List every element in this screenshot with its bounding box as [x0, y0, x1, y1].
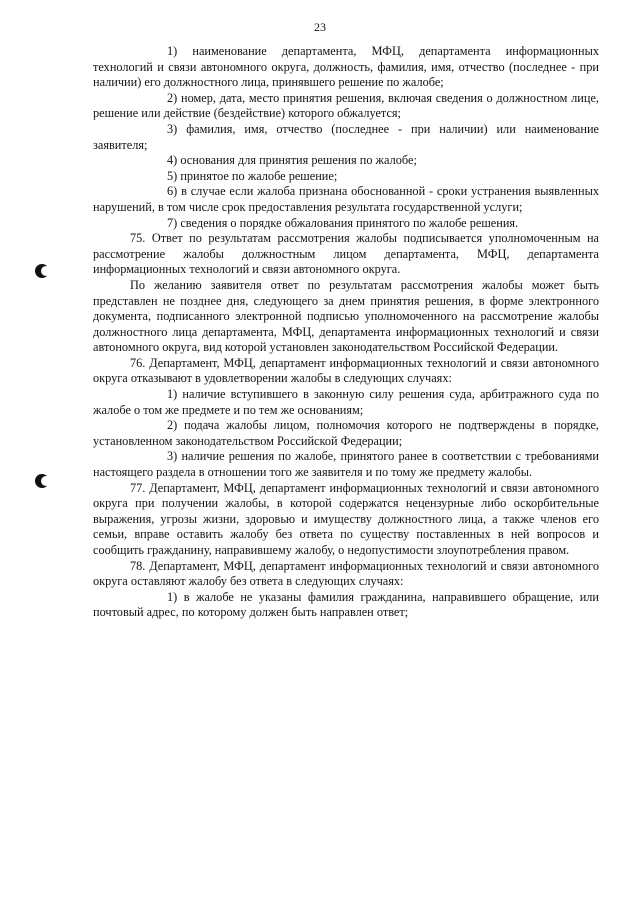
list-item — [93, 184, 599, 215]
list-item — [93, 91, 599, 122]
paragraph-76: 76. Департамент, МФЦ, департамент информационных технологий и связи автономного округа отказывают в удовлетворении жалобы в следующих случаях: — [93, 355, 599, 386]
list-item — [93, 153, 599, 169]
item-number: 7) — [167, 215, 178, 230]
item-text: в случае если жалоба признана обоснованной - сроки устранения выявленных нарушений, в том числе срок предоставления результата государственной услуги; — [93, 184, 599, 214]
item-number: 1) — [167, 589, 178, 604]
item-number: 1) — [167, 44, 178, 58]
item-text: подача жалобы лицом, полномочия которого не подтверждены в порядке, установленном законодательством Российской Федерации; — [93, 418, 599, 448]
item-text: принятое по жалобе решение; — [180, 168, 338, 183]
item-number: 6) — [167, 184, 178, 199]
punch-hole-icon — [35, 474, 49, 488]
list-item — [93, 590, 599, 621]
list-item — [93, 122, 599, 153]
item-number: 2) — [167, 418, 178, 433]
item-text: наименование департамента, МФЦ, департамента информационных технологий и связи автономного округа, должность, фамилия, имя, отчество (последнее - при наличии) его должностного лица, принявшего решение по жалобе; — [93, 44, 599, 90]
document-body — [93, 44, 599, 621]
paragraph-78: 78. Департамент, МФЦ, департамент информационных технологий и связи автономного округа оставляют жалобу без ответа в следующих случаях: — [93, 558, 599, 589]
item-text: наличие решения по жалобе, принятого ранее в соответствии с требованиями настоящего раздела в отношении того же заявителя и по тому же предмету жалобы. — [93, 449, 599, 480]
item-text: сведения о порядке обжалования принятого по жалобе решения. — [180, 215, 519, 230]
list-item — [93, 418, 599, 449]
item-number: 3) — [167, 449, 178, 464]
item-number: 4) — [167, 153, 178, 168]
paragraph-77: 77. Департамент, МФЦ, департамент информационных технологий и связи автономного округа при получении жалобы, в которой содержатся нецензурные либо оскорбительные выражения, угрозы жизни, здоровью и имуществу должностного лица, а также членов его семьи, вправе оставить жалобу без ответа по существу поставленных в ней вопросов и сообщить гражданину, направившему жалобу, о недопустимости злоупотребления правом. — [93, 480, 599, 557]
list-item — [93, 449, 599, 480]
item-number: 1) — [167, 387, 178, 402]
list-item — [93, 216, 599, 232]
list-item — [93, 387, 599, 418]
item-text: фамилия, имя, отчество (последнее - при наличии) или наименование заявителя; — [93, 121, 600, 152]
item-number: 5) — [167, 168, 178, 183]
item-text: наличие вступившего в законную силу решения суда, арбитражного суда по жалобе о том же предмете и по тем же основаниям; — [93, 387, 600, 417]
item-number: 2) — [167, 90, 178, 105]
paragraph-75-electronic: По желанию заявителя ответ по результатам рассмотрения жалобы может быть представлен не позднее дня, следующего за днем принятия решения, в форме электронного документа, подписанного электронной подписью уполномоченного на рассмотрение жалобы должностного лица департамента, МФЦ, департамента информационных технологий и связи автономного округа, вид которой установлен законодательством Российской Федерации. — [93, 277, 599, 355]
page-number: 23 — [314, 20, 326, 34]
item-text: основания для принятия решения по жалобе; — [180, 153, 417, 168]
list-item — [93, 169, 599, 185]
list-item — [93, 44, 599, 91]
item-number: 3) — [167, 121, 178, 136]
paragraph-75: 75. Ответ по результатам рассмотрения жалобы подписывается уполномоченным на рассмотрение жалобы должностным лицом департамента, МФЦ, департамента информационных технологий и связи автономного округа. — [93, 231, 599, 277]
punch-hole-icon — [35, 264, 49, 278]
item-text: в жалобе не указаны фамилия гражданина, направившего обращение, или почтовый адрес, по которому должен быть направлен ответ; — [93, 589, 600, 620]
item-text: номер, дата, место принятия решения, включая сведения о должностном лице, решение или действие (бездействие) которого обжалуется; — [93, 90, 599, 121]
